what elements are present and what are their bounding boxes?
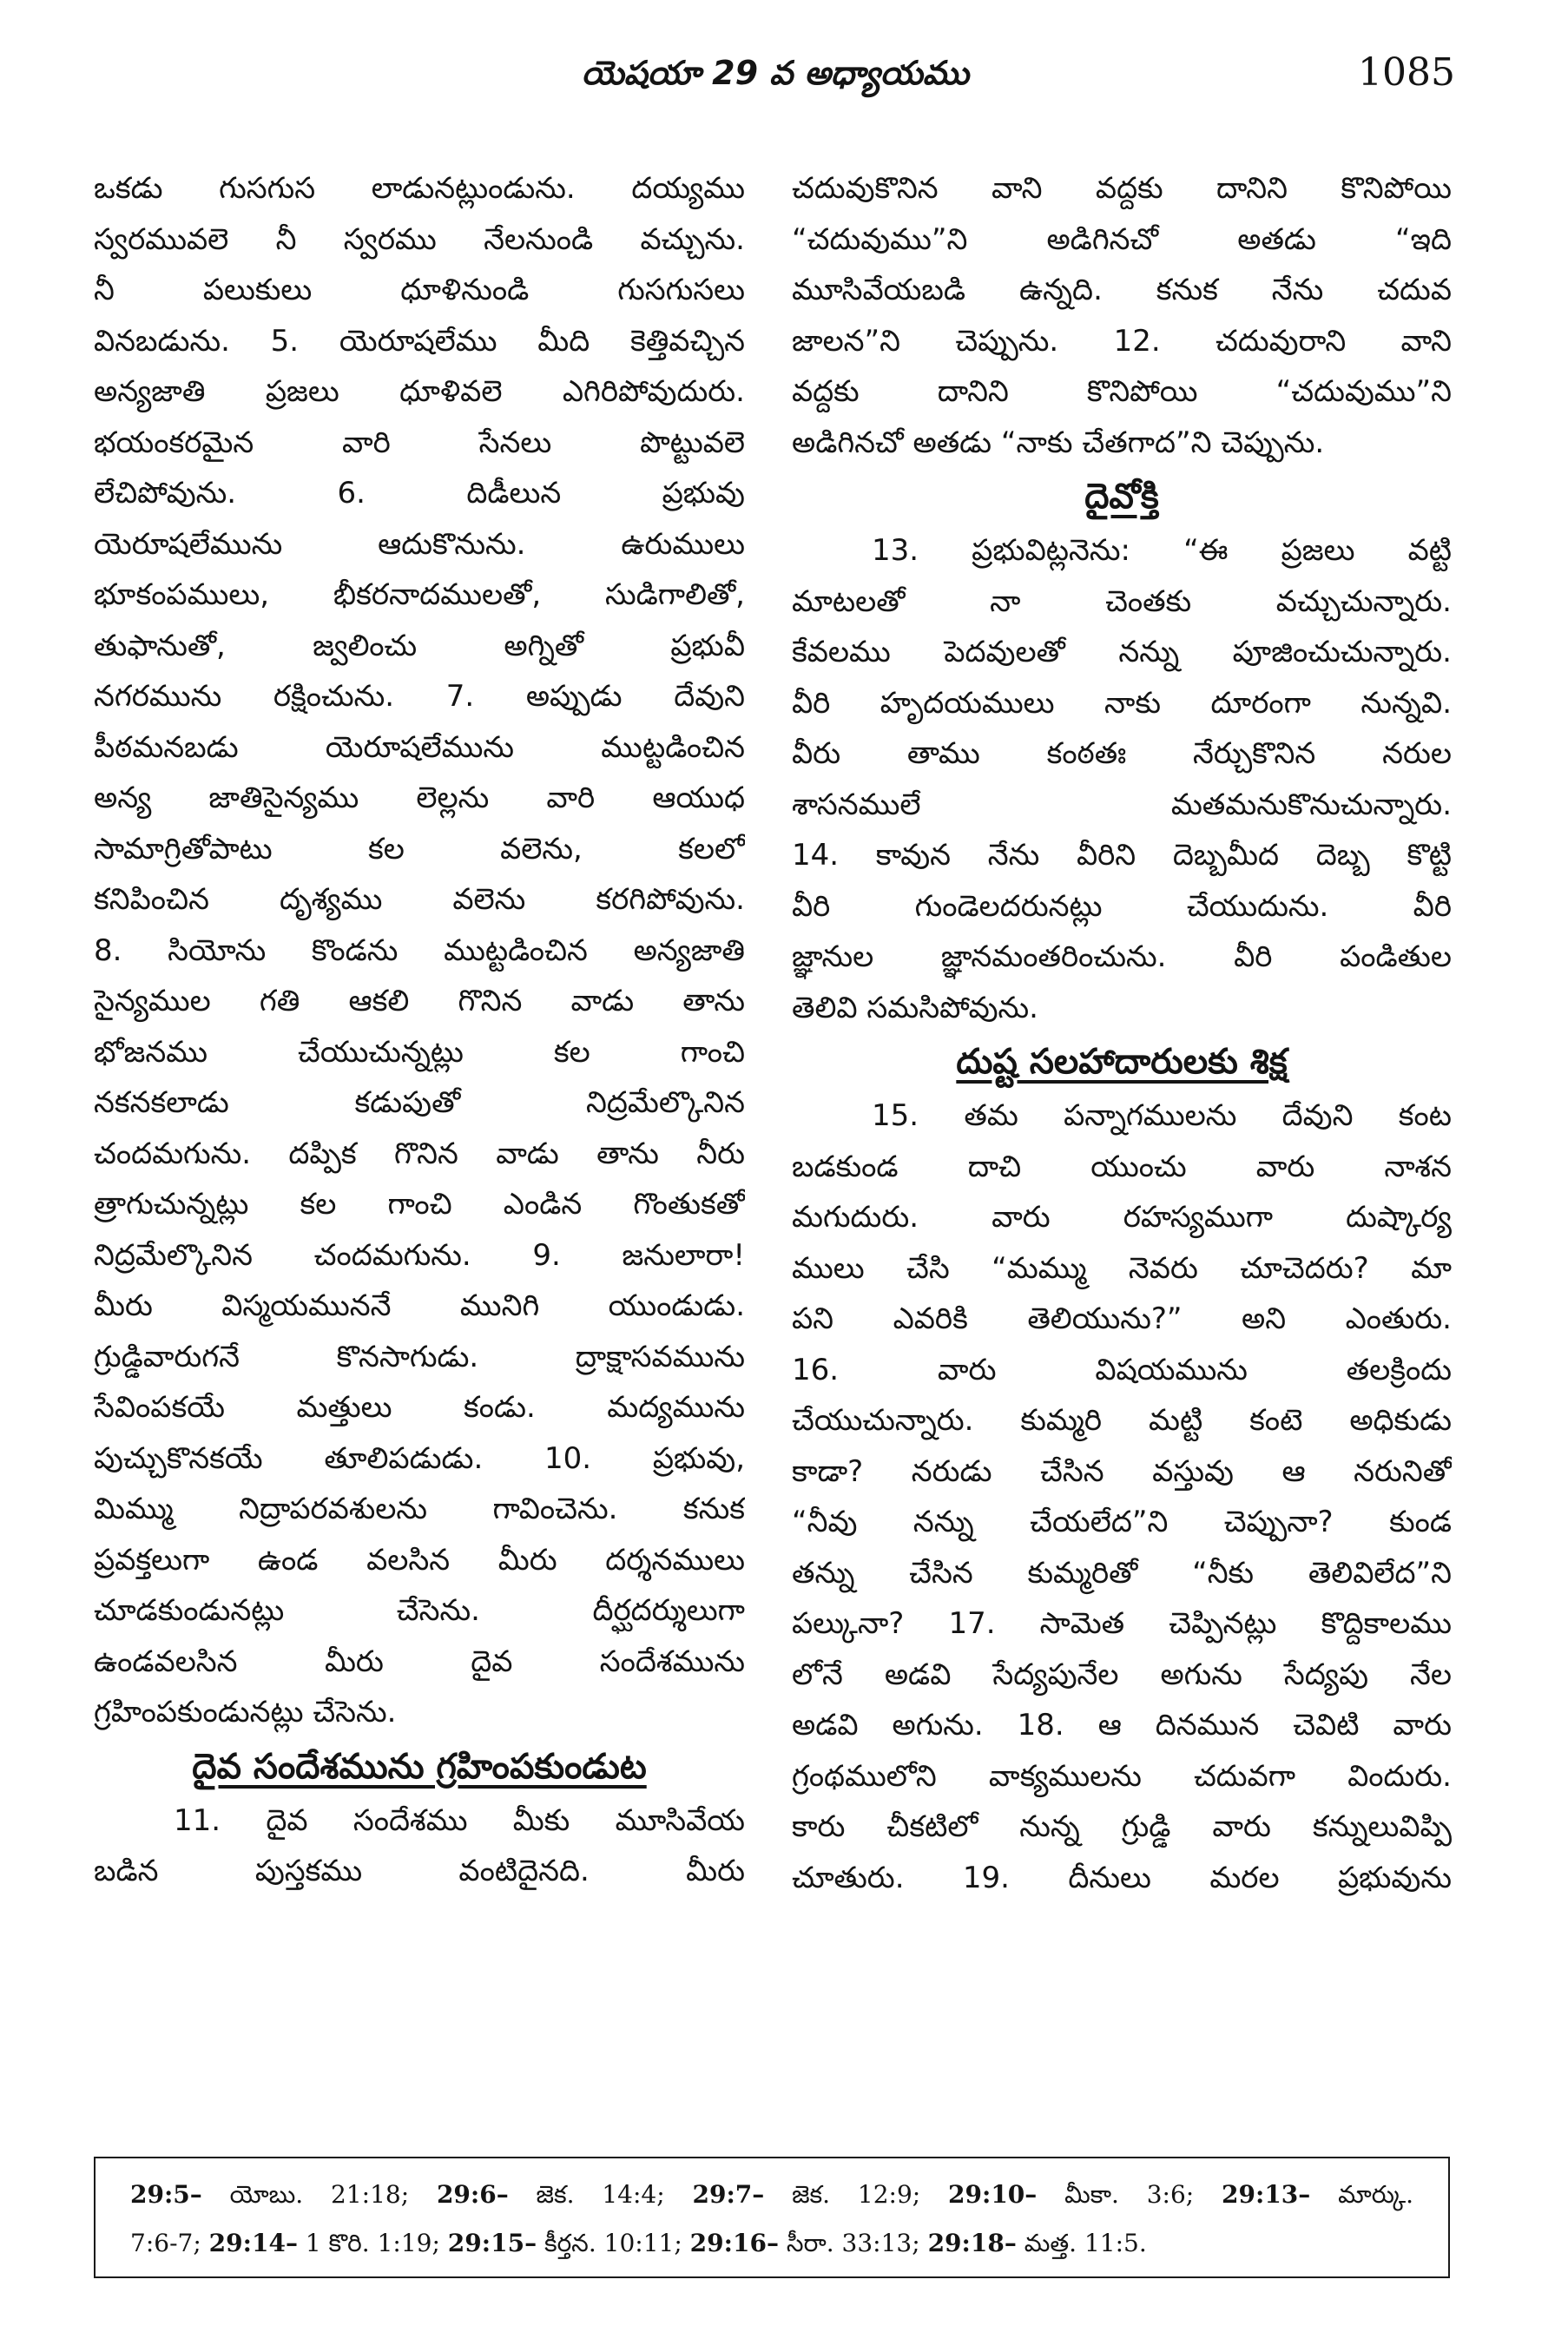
text-line: చేయుచున్నారు. కుమ్మరి మట్టి కంటె అధికుడు xyxy=(792,1403,1452,1438)
footnote-entry xyxy=(209,2229,448,2257)
text-line: 15. తమ పన్నాగములను దేవుని కంట xyxy=(872,1098,1452,1133)
text-line: గ్రంథములోని వాక్యములను చదువగా విందురు. xyxy=(792,1758,1452,1794)
text-line: వీరు తాము కంఠతః నేర్చుకొనిన నరుల xyxy=(792,736,1452,771)
text-line: జాలన”ని చెప్పును. 12. చదువురాని వాని xyxy=(792,323,1452,359)
footnote-entry xyxy=(437,2180,693,2209)
text-line: సైన్యముల గతి ఆకలి గొనిన వాడు తాను xyxy=(94,984,745,1018)
text-line: నిద్రమేల్కొనిన చందమగును. 9. జనులారా! xyxy=(94,1237,745,1273)
text-line: ములు చేసి “మమ్ము నెవరు చూచెదరు? మా xyxy=(792,1250,1452,1286)
footnote-verse-ref: 29:10– xyxy=(948,2180,1038,2209)
text-line: మగుదురు. వారు రహస్యముగా దుష్కార్య xyxy=(792,1200,1452,1235)
text-line: అన్యజాతి ప్రజలు ధూళివలె ఎగిరిపోవుదురు. xyxy=(94,374,745,409)
footnote-citation: 1 కొరి. 1:19; xyxy=(297,2229,448,2257)
footnote-verse-ref: 29:5– xyxy=(130,2180,202,2209)
text-line: వినబడును. 5. యెరూషలేము మీది కెత్తివచ్చిన xyxy=(94,323,745,359)
footnote-line xyxy=(130,2171,1413,2219)
text-line: లేచిపోవును. 6. దిడీలున ప్రభువు xyxy=(94,476,745,511)
text-line: 8. సియోను కొండను ముట్టడించిన అన్యజాతి xyxy=(94,932,745,968)
text-line: కారు చీకటిలో నున్న గ్రుడ్డి వారు కన్నులువిప్పి xyxy=(792,1809,1452,1844)
text-line: జ్ఞానుల జ్ఞానమంతరించును. వీరి పండితుల xyxy=(792,939,1452,974)
footnote-entry xyxy=(928,2229,1147,2257)
text-line: గ్రుడ్డివారుగనే కొనసాగుడు. ద్రాక్షాసవమును xyxy=(94,1339,745,1374)
text-line: ప్రవక్తలుగా ఉండ వలసిన మీరు దర్శనములు xyxy=(94,1542,745,1578)
footnote-citation: సీరా. 33:13; xyxy=(778,2229,928,2257)
text-line: నగరమును రక్షించును. 7. అప్పుడు దేవుని xyxy=(94,679,745,714)
section-heading-divine-message xyxy=(94,1738,745,1795)
text-line: తుఫానుతో, జ్వలించు అగ్నితో ప్రభువీ xyxy=(94,628,745,663)
text-line: వీరి హృదయములు నాకు దూరంగా నున్నవి. xyxy=(792,685,1452,721)
text-line: నకనకలాడు కడుపుతో నిద్రమేల్కొనిన xyxy=(94,1085,745,1120)
text-line: నీ పలుకులు ధూళినుండి గుసగుసలు xyxy=(94,273,745,307)
heading-text: దైవోక్తి xyxy=(1084,477,1159,517)
footnote-line xyxy=(130,2219,1413,2268)
text-line: భూకంపములు, భీకరనాదములతో, సుడిగాలితో, xyxy=(94,577,745,612)
footnote-entry xyxy=(130,2180,437,2209)
left-column xyxy=(94,163,745,1897)
text-line: భయంకరమైన వారి సేనలు పొట్టువలె xyxy=(94,425,745,460)
text-line: వీరి గుండెలదరునట్లు చేయుదును. వీరి xyxy=(792,888,1452,924)
footnote-verse-ref: 29:13– xyxy=(1222,2180,1311,2209)
section-heading-evil-counsellors xyxy=(792,1033,1452,1090)
text-line: యెరూషలేమును ఆదుకొనును. ఉరుములు xyxy=(94,526,745,562)
text-line: ఉండవలసిన మీరు దైవ సందేశమును xyxy=(94,1644,745,1679)
right-column xyxy=(792,163,1452,1903)
text-line: కాడా? నరుడు చేసిన వస్తువు ఆ నరునితో xyxy=(792,1453,1452,1489)
text-line: సామాగ్రితోపాటు కల వలెను, కలలో xyxy=(94,831,745,866)
text-line: చందమగును. దప్పిక గొనిన వాడు తాను నీరు xyxy=(94,1136,745,1171)
text-line: పుచ్చుకొనకయే తూలిపడుడు. 10. ప్రభువు, xyxy=(94,1440,745,1476)
text-line: బడిన పుస్తకము వంటిదైనది. మీరు xyxy=(94,1854,745,1888)
footnote-citation: జెక. 14:4; xyxy=(508,2180,693,2209)
footnote-entry xyxy=(1222,2180,1413,2209)
text-line: తన్ను చేసిన కుమ్మరితో “నీకు తెలివిలేద”ని xyxy=(792,1555,1452,1591)
text-line: గ్రహింపకుండునట్లు చేసెను. xyxy=(94,1695,397,1729)
text-line: తెలివి సమసిపోవును. xyxy=(792,990,1038,1025)
text-line: మాటలతో నా చెంతకు వచ్చుచున్నారు. xyxy=(792,583,1452,619)
text-line: 16. వారు విషయమును తలక్రిందు xyxy=(792,1352,1452,1387)
text-line: పని ఎవరికి తెలియును?” అని ఎంతురు. xyxy=(792,1301,1452,1336)
text-line: అడిగినచో అతడు “నాకు చేతగాద”ని చెప్పును. xyxy=(792,425,1325,460)
footnote-lead: 7:6-7; xyxy=(130,2229,209,2257)
footnote-citation: కీర్తన. 10:11; xyxy=(537,2229,690,2257)
footnote-citation: మత్త. 11:5. xyxy=(1016,2229,1147,2257)
text-line: 14. కావున నేను వీరిని దెబ్బమీద దెబ్బ కొట్టి xyxy=(792,838,1452,873)
footnote-verse-ref: 29:18– xyxy=(927,2229,1017,2257)
text-line: పల్కునా? 17. సామెత చెప్పినట్లు కొద్దికాలము xyxy=(792,1606,1452,1641)
footnote-entry xyxy=(692,2180,948,2209)
text-line: శాసనములే మతమనుకొనుచున్నారు. xyxy=(792,787,1452,822)
right-text-block-3 xyxy=(792,1142,1452,1904)
footnote-entry xyxy=(690,2229,928,2257)
footnote-citation: జెక. 12:9; xyxy=(764,2180,949,2209)
footnote-verse-ref: 29:7– xyxy=(692,2180,765,2209)
page-header xyxy=(96,49,1455,109)
footnote-entry xyxy=(448,2229,690,2257)
footnote-entry xyxy=(948,2180,1222,2209)
text-line: వద్దకు దానిని కొనిపోయి “చదువుము”ని xyxy=(792,374,1452,409)
footnote-citation: మార్కు. xyxy=(1310,2180,1413,2209)
heading-text: దుష్ట సలహాదారులకు శిక్ష xyxy=(956,1042,1288,1082)
footnote-verse-ref: 29:16– xyxy=(689,2229,779,2257)
text-line: 13. ప్రభువిట్లనెను: “ఈ ప్రజలు వట్టి xyxy=(872,533,1452,568)
text-line: మిమ్ము నిద్రాపరవశులను గావించెను. కనుక xyxy=(94,1492,745,1526)
heading-text: దైవ సందేశమును గ్రహింపకుండుట xyxy=(192,1746,647,1787)
right-text-block-1 xyxy=(792,163,1452,418)
text-line: “నీవు నన్ను చేయలేద”ని చెప్పునా? కుండ xyxy=(792,1505,1452,1539)
text-line: అన్య జాతిసైన్యము లెల్లను వారి ఆయుధ xyxy=(94,781,745,815)
footnote-verse-ref: 29:15– xyxy=(447,2229,537,2257)
text-line: పీఠమనబడు యెరూషలేమును ముట్టడించిన xyxy=(94,729,745,765)
text-line: 11. దైవ సందేశము మీకు మూసివేయ xyxy=(174,1802,745,1838)
text-line: మీరు విస్మయముననే మునిగి యుండుడు. xyxy=(94,1288,745,1323)
footnote-verse-ref: 29:6– xyxy=(436,2180,509,2209)
page-number: 1085 xyxy=(1358,50,1455,95)
text-line: చదువుకొనిన వాని వద్దకు దానిని కొనిపోయి xyxy=(792,171,1452,206)
text-line: చూతురు. 19. దీనులు మరల ప్రభువును xyxy=(792,1860,1452,1895)
text-line: ఒకడు గుసగుస లాడునట్లుండును. దయ్యము xyxy=(94,171,745,206)
footnote-citation: మీకా. 3:6; xyxy=(1037,2180,1222,2209)
text-line: స్వరమువలె నీ స్వరము నేలనుండి వచ్చును. xyxy=(94,221,745,257)
cross-reference-footnotes xyxy=(94,2157,1450,2278)
text-line: మూసివేయబడి ఉన్నది. కనుక నేను చదువ xyxy=(792,273,1452,307)
footnote-citation: యోబు. 21:18; xyxy=(201,2180,437,2209)
text-line: అడవి అగును. 18. ఆ దినమున చెవిటి వారు xyxy=(792,1708,1452,1743)
text-line: బడకుండ దాచి యుంచు వారు నాశన xyxy=(792,1149,1452,1184)
text-line: భోజనము చేయుచున్నట్లు కల గాంచి xyxy=(94,1034,745,1070)
text-line: కనిపించిన దృశ్యము వలెను కరగిపోవును. xyxy=(94,882,745,917)
text-line: చూడకుండునట్లు చేసెను. దీర్ఘదర్శులుగా xyxy=(94,1593,745,1628)
footnote-verse-ref: 29:14– xyxy=(208,2229,298,2257)
text-line: సేవింపకయే మత్తులు కండు. మద్యమును xyxy=(94,1390,745,1425)
section-heading-oracle xyxy=(792,468,1452,525)
right-text-block-2 xyxy=(792,576,1452,983)
text-line: కేవలము పెదవులతో నన్ను పూజించుచున్నారు. xyxy=(792,635,1452,669)
left-text-block-1 xyxy=(94,163,745,1687)
text-line: త్రాగుచున్నట్లు కల గాంచి ఎండిన గొంతుకతో xyxy=(94,1187,745,1222)
text-line: “చదువుము”ని అడిగినచో అతడు “ఇది xyxy=(792,221,1452,257)
text-line: లోనే అడవి సేద్యపునేల అగును సేద్యపు నేల xyxy=(792,1657,1452,1692)
running-title: యెషయా 29 వ అధ్యాయము xyxy=(581,54,970,92)
